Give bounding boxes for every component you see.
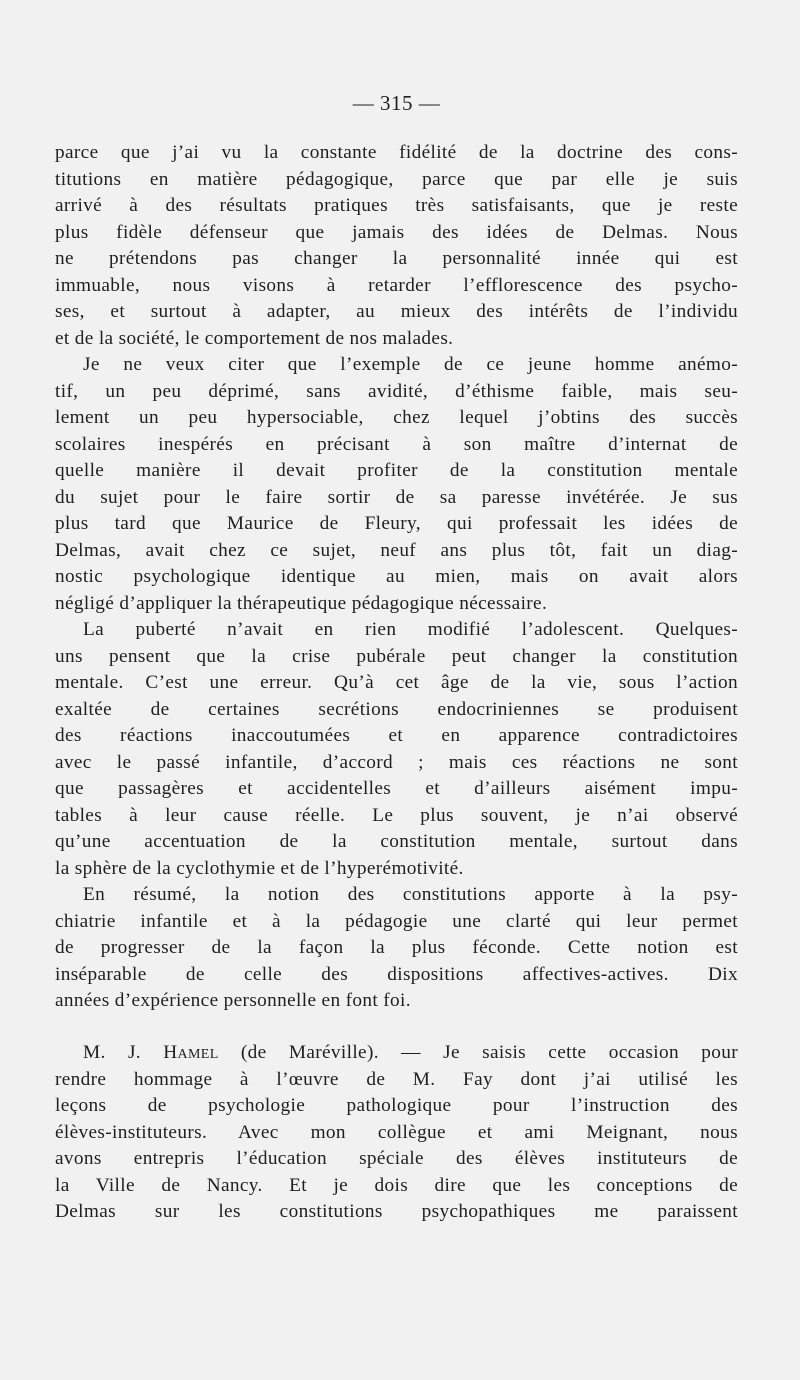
speaker-prefix: M. J. xyxy=(83,1042,164,1063)
speaker-line-rest: (de Maréville). — Je saisis cette occasion pour xyxy=(218,1042,739,1063)
text-line: scolaires inespérés en précisant à son maître d’internat de xyxy=(55,433,738,455)
text-line: titutions en matière pédagogique, parce que par elle je suis xyxy=(55,168,738,190)
speaker-line xyxy=(55,1040,738,1067)
text-line: la sphère de la cyclothymie et de l’hyperémotivité. xyxy=(55,857,464,879)
text-line: la Ville de Nancy. Et je dois dire que les conceptions de xyxy=(55,1174,738,1196)
text-line: quelle manière il devait profiter de la constitution mentale xyxy=(55,460,738,481)
text-line: arrivé à des résultats pratiques très satisfaisants, que je reste xyxy=(55,195,738,216)
text-line: de progresser de la façon la plus féconde. Cette notion est xyxy=(55,937,738,958)
text-line: ne prétendons pas changer la personnalité innée qui est xyxy=(55,248,738,269)
text-line: exaltée de certaines secrétions endocriniennes se produisent xyxy=(55,698,738,720)
text-line: ses, et surtout à adapter, au mieux des intérêts de l’individu xyxy=(55,301,738,322)
paragraph-1 xyxy=(55,140,738,352)
text-line: avons entrepris l’éducation spéciale des élèves instituteurs de xyxy=(55,1148,738,1169)
text-line: parce que j’ai vu la constante fidélité de la doctrine des cons- xyxy=(55,142,738,163)
text-line: immuable, nous visons à retarder l’efflorescence des psycho- xyxy=(55,274,738,296)
text-line: Delmas sur les constitutions psychopathiques me paraissent xyxy=(55,1201,738,1222)
text-line: mentale. C’est une erreur. Qu’à cet âge de la vie, sous l’action xyxy=(55,672,738,693)
paragraph-4 xyxy=(55,882,738,1015)
text-line: lement un peu hypersociable, chez lequel j’obtins des succès xyxy=(55,407,738,428)
text-line: leçons de psychologie pathologique pour l’instruction des xyxy=(55,1095,738,1116)
text-line: avec le passé infantile, d’accord ; mais ces réactions ne sont xyxy=(55,751,738,773)
text-line: des réactions inaccoutumées et en apparence contradictoires xyxy=(55,725,738,746)
text-line: plus fidèle défenseur que jamais des idées de Delmas. Nous xyxy=(55,221,738,243)
text-line: rendre hommage à l’œuvre de M. Fay dont j’ai utilisé les xyxy=(55,1068,738,1090)
text-line: élèves-instituteurs. Avec mon collègue et ami Meignant, nous xyxy=(55,1121,738,1143)
paragraph-2 xyxy=(55,352,738,617)
text-line: inséparable de celle des dispositions affectives-actives. Dix xyxy=(55,963,738,985)
text-line: Delmas, avait chez ce sujet, neuf ans plus tôt, fait un diag- xyxy=(55,539,738,561)
text-line: du sujet pour le faire sortir de sa paresse invétérée. Je sus xyxy=(55,486,738,508)
text-line: uns pensent que la crise pubérale peut changer la constitution xyxy=(55,645,738,667)
text-line: années d’expérience personnelle en font foi. xyxy=(55,990,411,1011)
text-line: négligé d’appliquer la thérapeutique pédagogique nécessaire. xyxy=(55,592,548,614)
paragraph-5-intervention xyxy=(55,1040,738,1226)
text-line: que passagères et accidentelles et d’ailleurs aisément impu- xyxy=(55,778,738,799)
text-line: chiatrie infantile et à la pédagogie une clarté qui leur permet xyxy=(55,910,738,932)
text-line: Je ne veux citer que l’exemple de ce jeune homme anémo- xyxy=(83,354,738,375)
text-line: et de la société, le comportement de nos malades. xyxy=(55,327,454,349)
text-line: La puberté n’avait en rien modifié l’adolescent. Quelques- xyxy=(83,619,738,640)
paragraph-3 xyxy=(55,617,738,882)
text-line: plus tard que Maurice de Fleury, qui professait les idées de xyxy=(55,513,738,534)
text-line: nostic psychologique identique au mien, mais on avait alors xyxy=(55,566,738,587)
text-line: tif, un peu déprimé, sans avidité, d’éthisme faible, mais seu- xyxy=(55,380,738,402)
speaker-name: Hamel xyxy=(163,1042,219,1063)
text-line: En résumé, la notion des constitutions apporte à la psy- xyxy=(83,884,738,905)
text-line: qu’une accentuation de la constitution mentale, surtout dans xyxy=(55,831,738,852)
page-number: — 315 — xyxy=(352,91,441,115)
text-line: tables à leur cause réelle. Le plus souvent, je n’ai observé xyxy=(55,804,738,826)
